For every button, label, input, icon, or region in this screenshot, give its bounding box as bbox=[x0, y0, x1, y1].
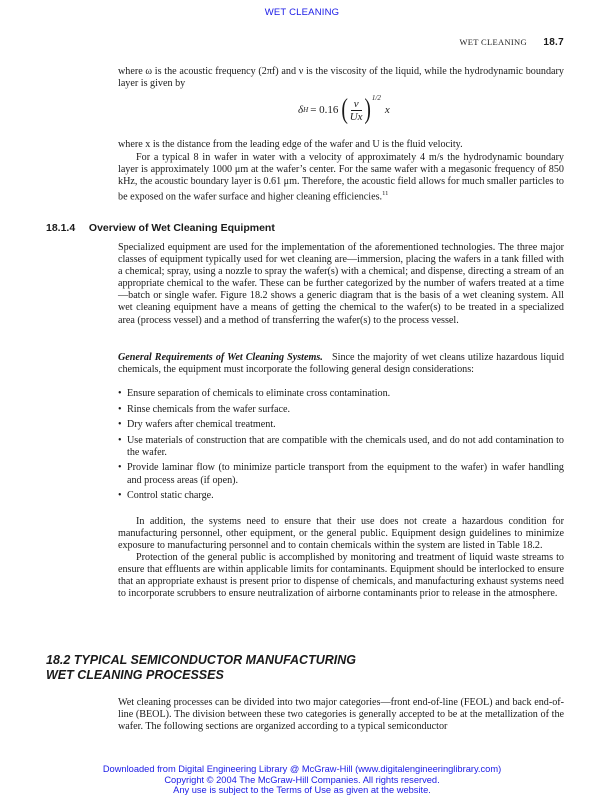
download-footer bbox=[0, 764, 604, 796]
equation-coefficient: = 0.16 bbox=[310, 104, 339, 116]
footer-terms: Any use is subject to the Terms of Use as given at the website. bbox=[173, 785, 431, 795]
intro-paragraph: where ω is the acoustic frequency (2πf) and ν is the viscosity of the liquid, while the hydrodynamic boundary layer is given by bbox=[118, 66, 564, 90]
top-banner: WET CLEANING bbox=[264, 7, 340, 18]
list-item: • Control static charge. bbox=[118, 490, 214, 502]
section-heading bbox=[46, 653, 356, 683]
list-item: • Use materials of construction that are compatible with the chemicals used, and do not add contamination to the wafer. bbox=[118, 434, 564, 458]
bullet-glyph: • bbox=[118, 419, 122, 431]
bullet-glyph: • bbox=[118, 403, 122, 415]
addition-paragraph: In addition, the systems need to ensure that their use does not create a hazardous condition for manufacturing personnel, other equipment, or the general public. Equipment design guidelines to minimize exposure to manufacturing personnel and to contain chemicals within the system are listed in Table 18.2. bbox=[118, 516, 564, 552]
boundary-layer-equation bbox=[298, 96, 390, 124]
equation-denominator: Ux bbox=[349, 110, 363, 123]
running-head bbox=[459, 37, 564, 48]
subsection-number: 18.1.4 bbox=[46, 222, 76, 234]
footer-copyright: Copyright © 2004 The McGraw-Hill Companies. All rights reserved. bbox=[164, 774, 440, 785]
running-head-title: WET CLEANING bbox=[459, 37, 527, 47]
general-requirements-title: General Requirements of Wet Cleaning Systems. bbox=[118, 352, 323, 363]
list-item: • Dry wafers after chemical treatment. bbox=[118, 419, 276, 431]
list-item: • Provide laminar flow (to minimize particle transport from the equipment to the wafer) in wafer handling and process areas (if open). bbox=[118, 462, 564, 486]
section-heading-line2: WET CLEANING PROCESSES bbox=[46, 668, 224, 682]
page-number: 18.7 bbox=[543, 37, 564, 48]
equation-lhs-subscript: H bbox=[303, 106, 309, 114]
equation-fraction bbox=[350, 98, 363, 123]
general-requirements-paragraph bbox=[118, 352, 564, 376]
section-heading-line1: 18.2 TYPICAL SEMICONDUCTOR MANUFACTURING bbox=[46, 653, 356, 667]
design-considerations-list bbox=[118, 388, 564, 506]
where-x-paragraph: where x is the distance from the leading edge of the wafer and U is the fluid velocity. bbox=[118, 139, 463, 150]
typical-wafer-text: For a typical 8 in wafer in water with a velocity of approximately 4 m/s the hydrodynamic boundary layer is approximately 1000 μm at the wafer’s center. For the same wafer with a megasonic frequency of 850 kHz, the acoustic boundary layer is 0.61 μm. Therefore, the acoustic field allows for much smaller particles to be exposed on the wafer surface and higher cleaning efficiencies. bbox=[118, 152, 564, 203]
list-item: • Rinse chemicals from the wafer surface. bbox=[118, 403, 291, 415]
processes-paragraph: Wet cleaning processes can be divided into two major categories—front end-of-line (FEOL) and back end-of-line (BEOL). The division between these two categories is generally accepted to be at the metallization of the wafer. The following sections are organized according to a typical semiconductor bbox=[118, 697, 564, 733]
reference-superscript: 11 bbox=[382, 190, 389, 198]
list-item: • Ensure separation of chemicals to eliminate cross contamination. bbox=[118, 388, 391, 399]
general-requirements-text: Since the majority of wet cleans utilize hazardous liquid chemicals, the equipment must incorporate the following general design considerations: bbox=[118, 352, 565, 376]
equipment-paragraph: Specialized equipment are used for the implementation of the aforementioned technologies. The three major classes of equipment typically used for wet cleaning are—immersion, placing the wafers in a tank filled with a chemical; spray, using a nozzle to spray the wafer(s) with a chemical; and dispense, directing a stream of an appropriate chemical to the wafer. These can be further categorized by the number of wafers treated at a time—batch or single wafer. Figure 18.2 shows a generic diagram that is the basis of a wet cleaning system. All wet cleaning equipment have a means of getting the chemical to the wafer(s) to be treated in a specialized area (process vessel) and a method of transferring the wafer(s) to the process vessel. bbox=[118, 242, 564, 326]
subsection-title: Overview of Wet Cleaning Equipment bbox=[88, 222, 275, 234]
equation-lhs: δ bbox=[298, 104, 304, 116]
bullet-glyph: • bbox=[118, 434, 122, 446]
subsection-heading bbox=[46, 222, 275, 234]
protection-paragraph: Protection of the general public is accomplished by monitoring and treatment of liquid waste streams to ensure that effluents are within applicable limits for contaminants. Equipment should be interlocked to ensure that an appropriate exhaust is present prior to dispense of chemicals, and manufacturing exhaust systems need to incorporate scrubbers to ensure neutralization of airborne contaminants prior to release in the atmosphere. bbox=[118, 552, 564, 600]
equation-exponent: 1/2 bbox=[371, 94, 381, 102]
typical-wafer-paragraph bbox=[118, 152, 564, 204]
equation-trailing-x: x bbox=[384, 104, 390, 116]
left-paren: ( bbox=[341, 94, 349, 125]
bullet-glyph: • bbox=[118, 388, 122, 399]
bullet-glyph: • bbox=[118, 462, 122, 474]
right-paren: ) bbox=[363, 94, 371, 125]
bullet-glyph: • bbox=[118, 490, 122, 502]
footer-download-link[interactable]: Downloaded from Digital Engineering Library @ McGraw-Hill (www.digitalengineeringlibrary.com) bbox=[102, 764, 502, 774]
equation-numerator: ν bbox=[351, 98, 362, 111]
